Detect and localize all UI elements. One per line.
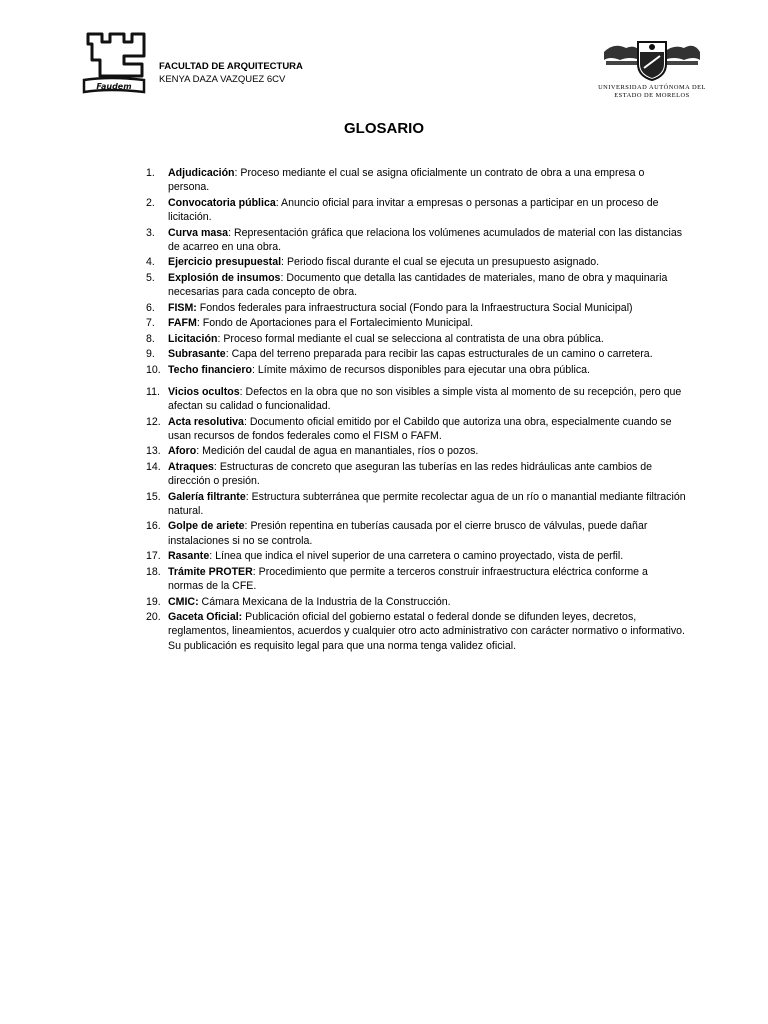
term-separator: : — [213, 460, 217, 473]
glossary-item — [146, 549, 686, 563]
term-separator: : — [217, 332, 221, 345]
university-name — [596, 84, 708, 99]
glossary-term: Galería filtrante — [168, 490, 246, 503]
glossary-item — [146, 460, 686, 489]
item-number: 9. — [146, 348, 155, 361]
item-number: 12. — [146, 415, 161, 428]
glossary-term: Subrasante — [168, 348, 226, 361]
glossary-definition: Proceso formal mediante el cual se selecciona al contratista de una obra pública. — [220, 332, 604, 345]
term-separator: : — [225, 348, 229, 361]
glossary-term: Acta resolutiva — [168, 415, 244, 428]
glossary-definition: Estructura subterránea que permite recolectar agua de un río o manantial mediante filtración natural. — [168, 490, 686, 517]
term-separator: : — [243, 415, 247, 428]
glossary-item — [146, 519, 686, 548]
term-separator: : — [244, 520, 248, 533]
glossary-item — [146, 301, 686, 315]
glossary-item — [146, 332, 686, 346]
faudem-logo-text: Faudem — [96, 82, 132, 91]
item-number: 20. — [146, 610, 161, 623]
glossary-item — [146, 363, 686, 377]
glossary-definition: Representación gráfica que relaciona los volúmenes acumulados de material con las distancias de acarreo en una obra. — [168, 226, 683, 253]
glossary-term: Trámite PROTER — [168, 565, 253, 578]
term-separator: : — [251, 363, 255, 376]
glossary-item — [146, 226, 686, 255]
glossary-item — [146, 595, 686, 609]
glossary-definition: Documento que detalla las cantidades de materiales, mano de obra y maquinaria necesarias para cada concepto de obra. — [168, 271, 668, 299]
glossary-item — [146, 316, 686, 330]
glossary-term: Ejercicio presupuestal — [168, 256, 282, 269]
glossary-definition: Fondo de Aportaciones para el Fortalecimiento Municipal. — [199, 317, 474, 330]
term-separator: : — [239, 385, 243, 398]
item-number: 8. — [146, 332, 155, 345]
term-separator: : — [245, 490, 249, 503]
item-number: 10. — [146, 363, 161, 376]
term-separator: : — [196, 445, 200, 458]
glossary-definition: Periodo fiscal durante el cual se ejecuta un presupuesto asignado. — [284, 256, 600, 269]
glossary-definition: Presión repentina en tuberías causada por el cierre brusco de válvulas, puede dañar instalaciones si no se controla. — [168, 520, 648, 547]
glossary-definition: Fondos federales para infraestructura social (Fondo para la Infraestructura Social Municipal) — [196, 301, 633, 314]
glossary-definition: Proceso mediante el cual se asigna oficialmente un contrato de obra a una empresa o persona. — [168, 167, 645, 194]
item-number: 4. — [146, 256, 155, 269]
glossary-term: FAFM — [168, 317, 197, 330]
glossary-definition: Medición del caudal de agua en manantiales, ríos o pozos. — [199, 445, 479, 458]
glossary-term: FISM: — [168, 301, 197, 314]
item-number: 5. — [146, 271, 155, 284]
glossary-term: Atraques — [168, 460, 214, 473]
glossary-item — [146, 565, 686, 594]
term-separator: : — [209, 550, 213, 563]
glossary-definition: Línea que indica el nivel superior de una carretera o camino proyectado, vista de perfil. — [212, 550, 624, 563]
item-number: 2. — [146, 196, 155, 209]
item-number: 3. — [146, 226, 155, 239]
glossary-term: Curva masa — [168, 226, 229, 239]
term-separator: : — [281, 256, 284, 269]
term-separator: : — [252, 565, 256, 578]
university-name-line1: UNIVERSIDAD AUTÓNOMA DEL — [598, 84, 706, 91]
item-number: 15. — [146, 490, 161, 503]
item-number: 11. — [146, 385, 160, 398]
item-number: 18. — [146, 565, 161, 578]
item-number: 16. — [146, 520, 161, 533]
glossary-item — [146, 385, 686, 414]
glossary-item — [146, 196, 686, 225]
term-separator: : — [228, 226, 232, 239]
faculty-name: FACULTAD DE ARQUITECTURA — [159, 61, 303, 72]
glossary-item — [146, 255, 686, 269]
item-number: 14. — [146, 460, 161, 473]
item-number: 7. — [146, 317, 155, 330]
glossary-term: Techo financiero — [168, 363, 252, 376]
glossary-item — [146, 444, 686, 458]
glossary-item — [146, 490, 686, 519]
glossary-definition: Procedimiento que permite a terceros construir infraestructura eléctrica conforme a normas de la CFE. — [168, 565, 648, 593]
term-separator: : — [196, 317, 200, 330]
item-number: 17. — [146, 550, 161, 563]
glossary-term: Adjudicación — [168, 167, 235, 179]
glossary-term: Explosión de insumos — [168, 271, 281, 284]
glossary-item — [146, 166, 686, 195]
term-separator: : — [280, 271, 284, 284]
glossary-definition: Defectos en la obra que no son visibles a simple vista al momento de su recepción, pero que afectan su calidad o funcionalidad. — [168, 385, 682, 413]
item-number: 6. — [146, 301, 155, 314]
faudem-logo-graphic — [80, 30, 148, 94]
glossary-item — [146, 415, 686, 444]
glossary-list — [146, 166, 686, 654]
glossary-definition: Publicación oficial del gobierno estatal o federal donde se difunden leyes, decretos, reglamentos, lineamientos, acuerdos y cualquier otro acto administrativo con carácter normativo o informativo. Su publicación es requisito legal para que una norma tenga validez oficial. — [168, 610, 685, 652]
glossary-term: Rasante — [168, 550, 210, 563]
uaem-emblem — [600, 38, 704, 82]
glossary-definition: Capa del terreno preparada para recibir las capas estructurales de un camino o carretera. — [228, 348, 653, 361]
item-number: 19. — [146, 595, 161, 608]
term-separator: : — [275, 196, 279, 209]
glossary-term: Aforo — [168, 445, 197, 458]
glossary-term: Gaceta Oficial: — [168, 610, 243, 623]
glossary-item — [146, 610, 686, 653]
glossary-term: Golpe de ariete — [168, 520, 245, 533]
glossary-term: CMIC: — [168, 595, 199, 608]
term-separator: : — [234, 167, 238, 179]
glossary-term: Licitación — [168, 332, 218, 345]
glossary-term: Vicios ocultos — [168, 385, 240, 398]
glossary-definition: Anuncio oficial para invitar a empresas o personas a participar en un proceso de licitación. — [168, 196, 659, 224]
document-header — [159, 60, 303, 86]
glossary-definition: Estructuras de concreto que aseguran las tuberías en las redes hidráulicas ante cambios de dirección o presión. — [168, 460, 653, 488]
glossary-term: Convocatoria pública — [168, 196, 276, 209]
page-title: GLOSARIO — [343, 120, 424, 137]
glossary-definition: Cámara Mexicana de la Industria de la Construcción. — [198, 595, 451, 608]
glossary-definition: Límite máximo de recursos disponibles para ejecutar una obra pública. — [254, 363, 590, 376]
glossary-definition: Documento oficial emitido por el Cabildo que autoriza una obra, especialmente cuando se usan recursos de fondos federales como el FISM o FAFM. — [168, 415, 672, 442]
author-name: KENYA DAZA VAZQUEZ 6CV — [159, 74, 286, 85]
glossary-item — [146, 347, 686, 361]
glossary-item — [146, 271, 686, 300]
university-name-line2: ESTADO DE MORELOS — [614, 91, 690, 99]
item-number: 13. — [146, 445, 161, 458]
faudem-logo — [80, 30, 148, 94]
item-number: 1. — [146, 167, 155, 179]
uaem-logo — [596, 38, 708, 100]
